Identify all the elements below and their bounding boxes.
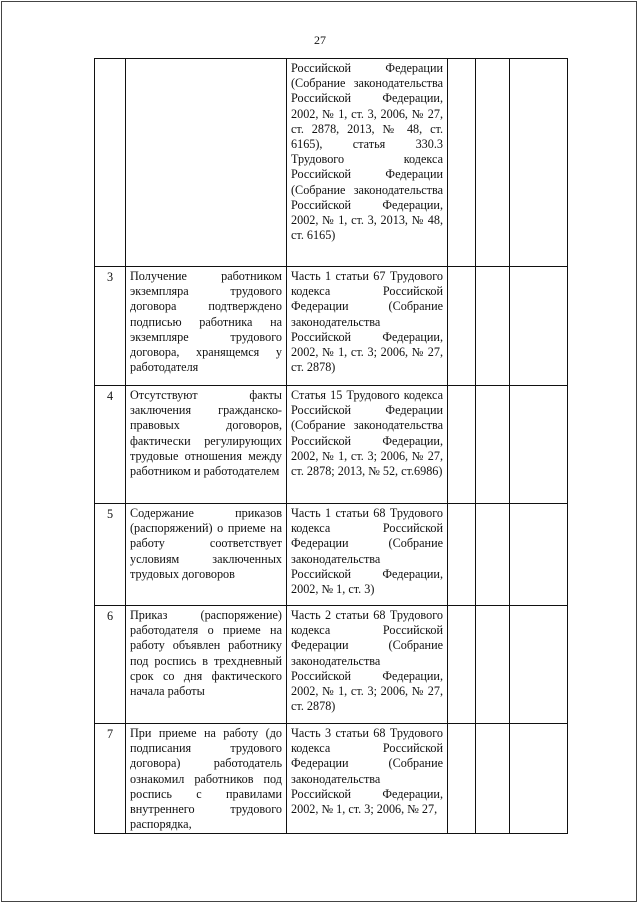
table-row [95, 606, 568, 724]
answer-not-applicable-cell [510, 606, 568, 724]
answer-no-cell [476, 59, 510, 267]
row-number-cell: 7 [95, 724, 126, 834]
table-row [95, 267, 568, 386]
table-row [95, 504, 568, 606]
legal-reference-cell: Российской Федерации (Собрание законодательства Российской Федерации, 2002, № 1, ст. 3, 2006, № 27, ст. 2878, 2013, № 48, ст. 6165), статья 330.3 Трудового кодекса Российской Федерации (Собрание законодательства Российской Федерации, 2002, № 1, ст. 3, 2013, № 48, ст. 6165) [287, 59, 448, 267]
requirement-cell: Получение работником экземпляра трудового договора подтверждено подписью работника на экземпляре трудового договора, хранящемся у работодателя [126, 267, 287, 386]
table-row [95, 724, 568, 834]
answer-not-applicable-cell [510, 267, 568, 386]
answer-no-cell [476, 504, 510, 606]
answer-no-cell [476, 724, 510, 834]
answer-not-applicable-cell [510, 386, 568, 504]
row-number-cell: 6 [95, 606, 126, 724]
answer-yes-cell [448, 59, 476, 267]
table-row [95, 59, 568, 267]
requirement-cell [126, 59, 287, 267]
legal-reference-cell: Статья 15 Трудового кодекса Российской Федерации (Собрание законодательства Российской Федерации, 2002, № 1, ст. 3; 2006, № 27, ст. 2878; 2013, № 52, ст.6986) [287, 386, 448, 504]
legal-reference-cell: Часть 2 статьи 68 Трудового кодекса Российской Федерации (Собрание законодательства Российской Федерации, 2002, № 1, ст. 3; 2006, № 27, ст. 2878) [287, 606, 448, 724]
legal-reference-cell: Часть 1 статьи 68 Трудового кодекса Российской Федерации (Собрание законодательства Российской Федерации, 2002, № 1, ст. 3) [287, 504, 448, 606]
requirement-cell: Приказ (распоряжение) работодателя о приеме на работу объявлен работнику под роспись в трехдневный срок со дня фактического начала работы [126, 606, 287, 724]
row-number-cell: 4 [95, 386, 126, 504]
answer-yes-cell [448, 504, 476, 606]
answer-yes-cell [448, 267, 476, 386]
page-number: 27 [314, 33, 326, 47]
row-number-cell: 3 [95, 267, 126, 386]
answer-not-applicable-cell [510, 504, 568, 606]
legal-reference-cell: Часть 1 статьи 67 Трудового кодекса Российской Федерации (Собрание законодательства Российской Федерации, 2002, № 1, ст. 3; 2006, № 27, ст. 2878) [287, 267, 448, 386]
answer-not-applicable-cell [510, 59, 568, 267]
requirement-cell: Содержание приказов (распоряжений) о приеме на работу соответствует условиям заключенных трудовых договоров [126, 504, 287, 606]
answer-not-applicable-cell [510, 724, 568, 834]
answer-no-cell [476, 606, 510, 724]
checklist-table [94, 58, 568, 834]
answer-no-cell [476, 267, 510, 386]
row-number-cell [95, 59, 126, 267]
requirement-cell: Отсутствуют факты заключения гражданско-правовых договоров, фактически регулирующих трудовые отношения между работником и работодателем [126, 386, 287, 504]
row-number-cell: 5 [95, 504, 126, 606]
legal-reference-cell: Часть 3 статьи 68 Трудового кодекса Российской Федерации (Собрание законодательства Российской Федерации, 2002, № 1, ст. 3; 2006, № 27, [287, 724, 448, 834]
requirement-cell: При приеме на работу (до подписания трудового договора) работодатель ознакомил работников под роспись с правилами внутреннего трудового распорядка, [126, 724, 287, 834]
answer-yes-cell [448, 386, 476, 504]
answer-yes-cell [448, 606, 476, 724]
table-row [95, 386, 568, 504]
answer-yes-cell [448, 724, 476, 834]
answer-no-cell [476, 386, 510, 504]
